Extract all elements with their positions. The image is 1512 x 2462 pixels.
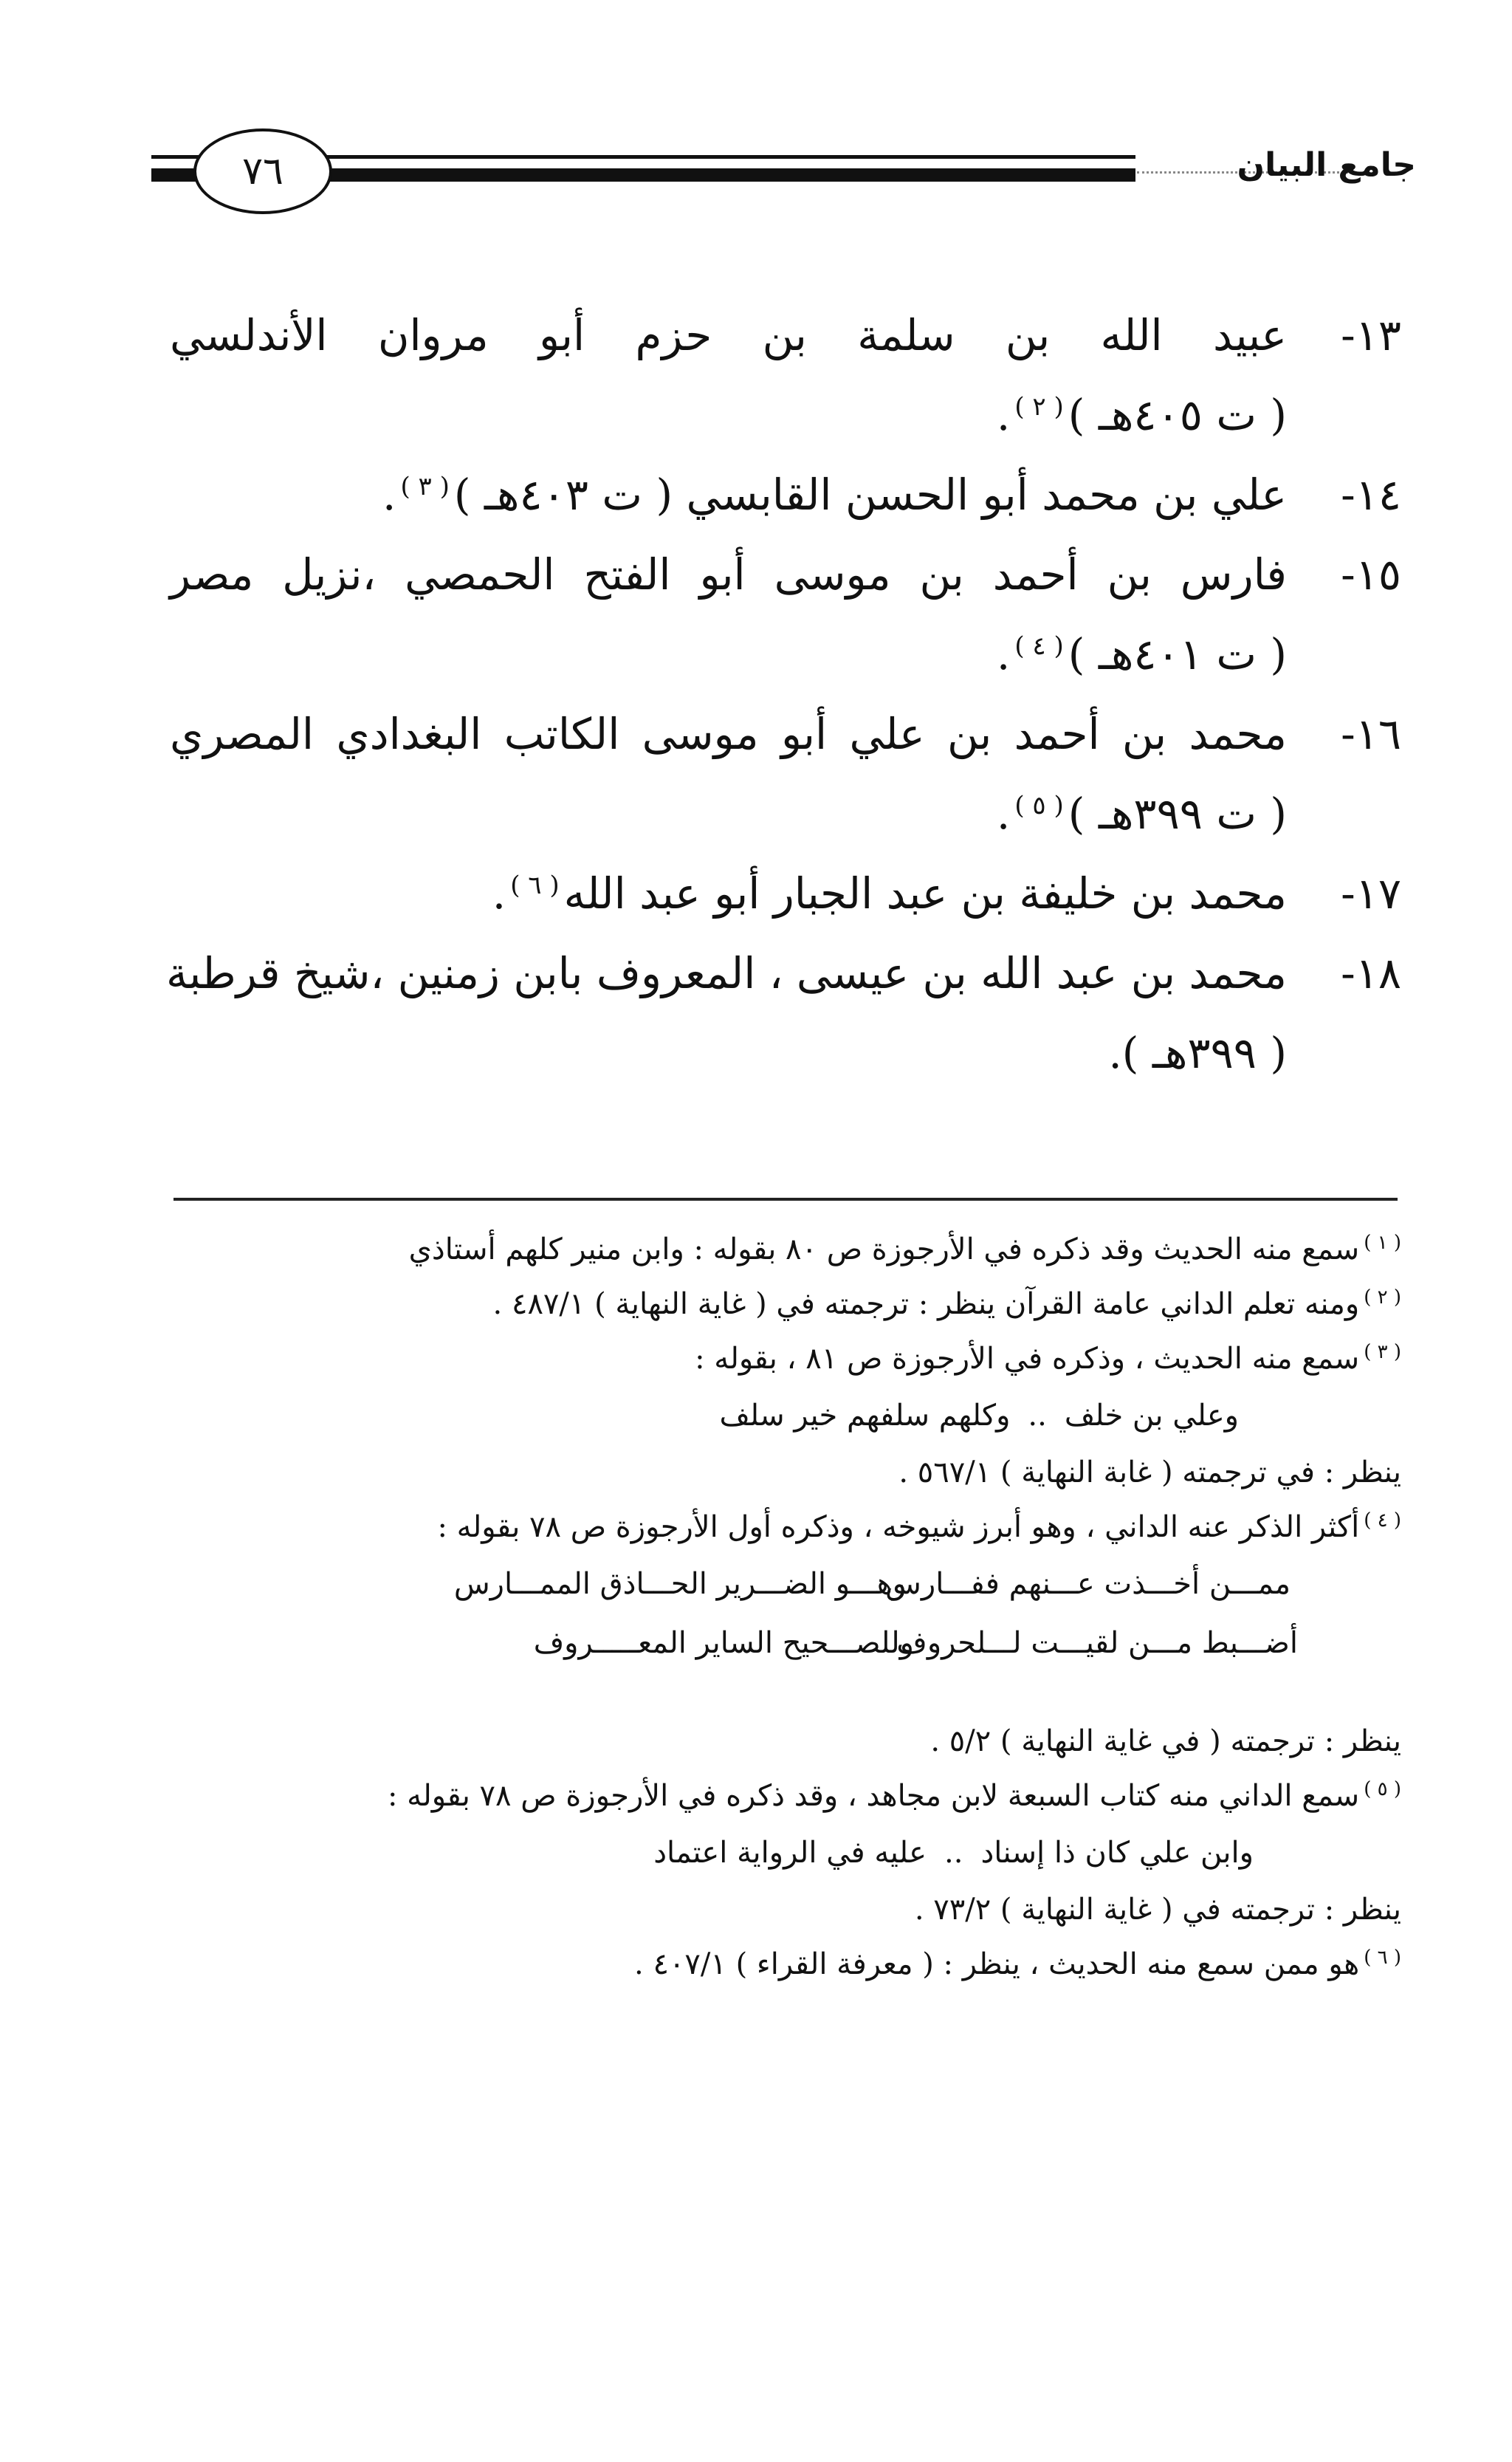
entry-18 <box>166 933 1401 1093</box>
footnote-mark: ( ٣ ) <box>1364 1340 1401 1363</box>
footnote-3-ref: ينظر : في ترجمته ( غابة النهاية ) ٥٦٧/١ . <box>898 1455 1401 1489</box>
footnote-5 <box>177 1769 1401 1823</box>
verse-first-half: وابن علي كان ذا إسناد <box>980 1836 1254 1870</box>
verse-separator: .. <box>944 1836 963 1870</box>
footnote-4-verse-2 <box>177 1614 1298 1673</box>
entry-text-line: علي بن محمد أبو الحسن القابسي ( ت ٤٠٣هـ )$^{( ٣ )}$. <box>382 470 1287 520</box>
verse-second-half: وكلهم سلفهم خير سلف <box>719 1399 1011 1433</box>
footnote-mark: ( ٢ ) <box>1364 1286 1401 1309</box>
entry-17 <box>170 854 1401 933</box>
entry-date-line: ( ت ٤٠١هـ )$^{( ٤ )}$. <box>996 629 1287 679</box>
page-number: ٧٦ <box>193 128 332 214</box>
footnote-ref: ( ٥ ) <box>1014 790 1064 820</box>
entry-text: عبيد الله بن سلمة بن حزم أبو مروان الأندلسي <box>170 310 1287 360</box>
entry-date: ( ت ٣٩٩هـ ) <box>1068 789 1287 839</box>
entry-date-line: ( ٣٩٩هـ ). <box>1108 1028 1287 1078</box>
footnote-2 <box>177 1277 1401 1331</box>
entry-number: ١٦- <box>1341 709 1401 759</box>
entry-text: فارس بن أحمد بن موسى أبو الفتح الحمصي ،نزيل مصر <box>170 549 1287 600</box>
entry-15 <box>170 535 1401 694</box>
verse-second-half: وهـــو الضـــرير الحـــاذق الممـــارس <box>453 1567 907 1601</box>
footnote-ref: ( ٣ ) <box>400 471 450 501</box>
footnote-separator <box>173 1198 1398 1201</box>
entries-list <box>166 295 1401 1093</box>
entry-text: علي بن محمد أبو الحسن القابسي ( ت ٤٠٣هـ ) <box>453 470 1287 520</box>
footnote-mark: ( ٤ ) <box>1364 1509 1401 1532</box>
footnote-4-verse-1 <box>177 1554 1291 1614</box>
footnote-5-ref: ينظر : ترجمته في ( غاية النهاية ) ٧٣/٢ . <box>914 1893 1401 1927</box>
entry-date: ( ٣٩٩هـ ) <box>1121 1028 1287 1078</box>
footnote-1 <box>177 1222 1401 1277</box>
footnote-mark: ( ١ ) <box>1364 1231 1401 1254</box>
entry-date-line: ( ت ٤٠٥هـ )$^{( ٢ )}$. <box>996 390 1287 440</box>
entry-text-line: محمد بن خليفة بن عبد الجبار أبو عبد الله$^{( ٦ )}$. <box>492 868 1287 919</box>
verse-first-half: ممـــن أخـــذت عـــنهم ففـــارس <box>885 1567 1291 1601</box>
verse-first-half: وعلي بن خلف <box>1064 1399 1239 1433</box>
entry-text: محمد بن عبد الله بن عيسى ، المعروف بابن زمنين ،شيخ قرطبة <box>166 948 1287 998</box>
entry-number: ١٥- <box>1341 549 1401 600</box>
footnote-text: سمع الداني منه كتاب السبعة لابن مجاهد ، وقد ذكره في الأرجوزة ص ٧٨ بقوله : <box>387 1779 1360 1813</box>
footnote-text: سمع منه الحديث ، وذكره في الأرجوزة ص ٨١ ، بقوله : <box>695 1342 1360 1376</box>
footnote-mark: ( ٦ ) <box>1364 1946 1401 1969</box>
entry-13 <box>170 295 1401 455</box>
footnote-6 <box>177 1937 1401 1992</box>
verse-first-half: أضـــبط مـــن لقيـــت لـــلحروف <box>896 1626 1298 1660</box>
footnote-3 <box>177 1331 1401 1386</box>
footnote-3-verse <box>177 1386 1239 1445</box>
entry-date: ( ت ٤٠١هـ ) <box>1068 629 1287 679</box>
spacer <box>177 1673 1401 1714</box>
entry-number: ١٣- <box>1341 310 1401 360</box>
entry-text: محمد بن خليفة بن عبد الجبار أبو عبد الله <box>563 868 1287 919</box>
footnote-text: هو ممن سمع منه الحديث ، ينظر : ( معرفة القراء ) ٤٠٧/١ . <box>634 1947 1360 1981</box>
book-title: جامع البيان <box>1237 146 1416 184</box>
footnote-text: ومنه تعلم الداني عامة القرآن ينظر : ترجمته في ( غاية النهاية ) ٤٨٧/١ . <box>492 1287 1360 1321</box>
entry-16 <box>170 694 1401 854</box>
footnote-text: أكثر الذكر عنه الداني ، وهو أبرز شيوخه ، وذكره أول الأرجوزة ص ٧٨ بقوله : <box>437 1510 1360 1544</box>
footnote-text: سمع منه الحديث وقد ذكره في الأرجوزة ص ٨٠ بقوله : وابن منير كلهم أستاذي <box>408 1232 1360 1266</box>
entry-text: محمد بن أحمد بن علي أبو موسى الكاتب البغدادي المصري <box>170 709 1287 759</box>
entry-14 <box>170 455 1401 535</box>
footnote-ref: ( ٦ ) <box>510 870 560 900</box>
verse-second-half: وللصـــحيح الساير المعـــــروف <box>533 1626 914 1660</box>
entry-date-line: ( ت ٣٩٩هـ )$^{( ٥ )}$. <box>996 789 1287 839</box>
footnote-ref: ( ٤ ) <box>1014 631 1064 661</box>
footnote-5-verse <box>177 1823 1254 1882</box>
footnote-4 <box>177 1500 1401 1554</box>
footnote-4-ref: ينظر : ترجمته ( في غاية النهاية ) ٥/٢ . <box>930 1724 1401 1758</box>
footnotes-section <box>177 1222 1401 1992</box>
entry-date: ( ت ٤٠٥هـ ) <box>1068 390 1287 440</box>
entry-number: ١٧- <box>1341 868 1401 919</box>
entry-number: ١٤- <box>1341 470 1401 520</box>
footnote-ref: ( ٢ ) <box>1014 391 1064 422</box>
verse-second-half: عليه في الرواية اعتماد <box>653 1836 927 1870</box>
entry-number: ١٨- <box>1341 948 1401 998</box>
footnote-mark: ( ٥ ) <box>1364 1777 1401 1800</box>
verse-separator: .. <box>1028 1399 1047 1433</box>
